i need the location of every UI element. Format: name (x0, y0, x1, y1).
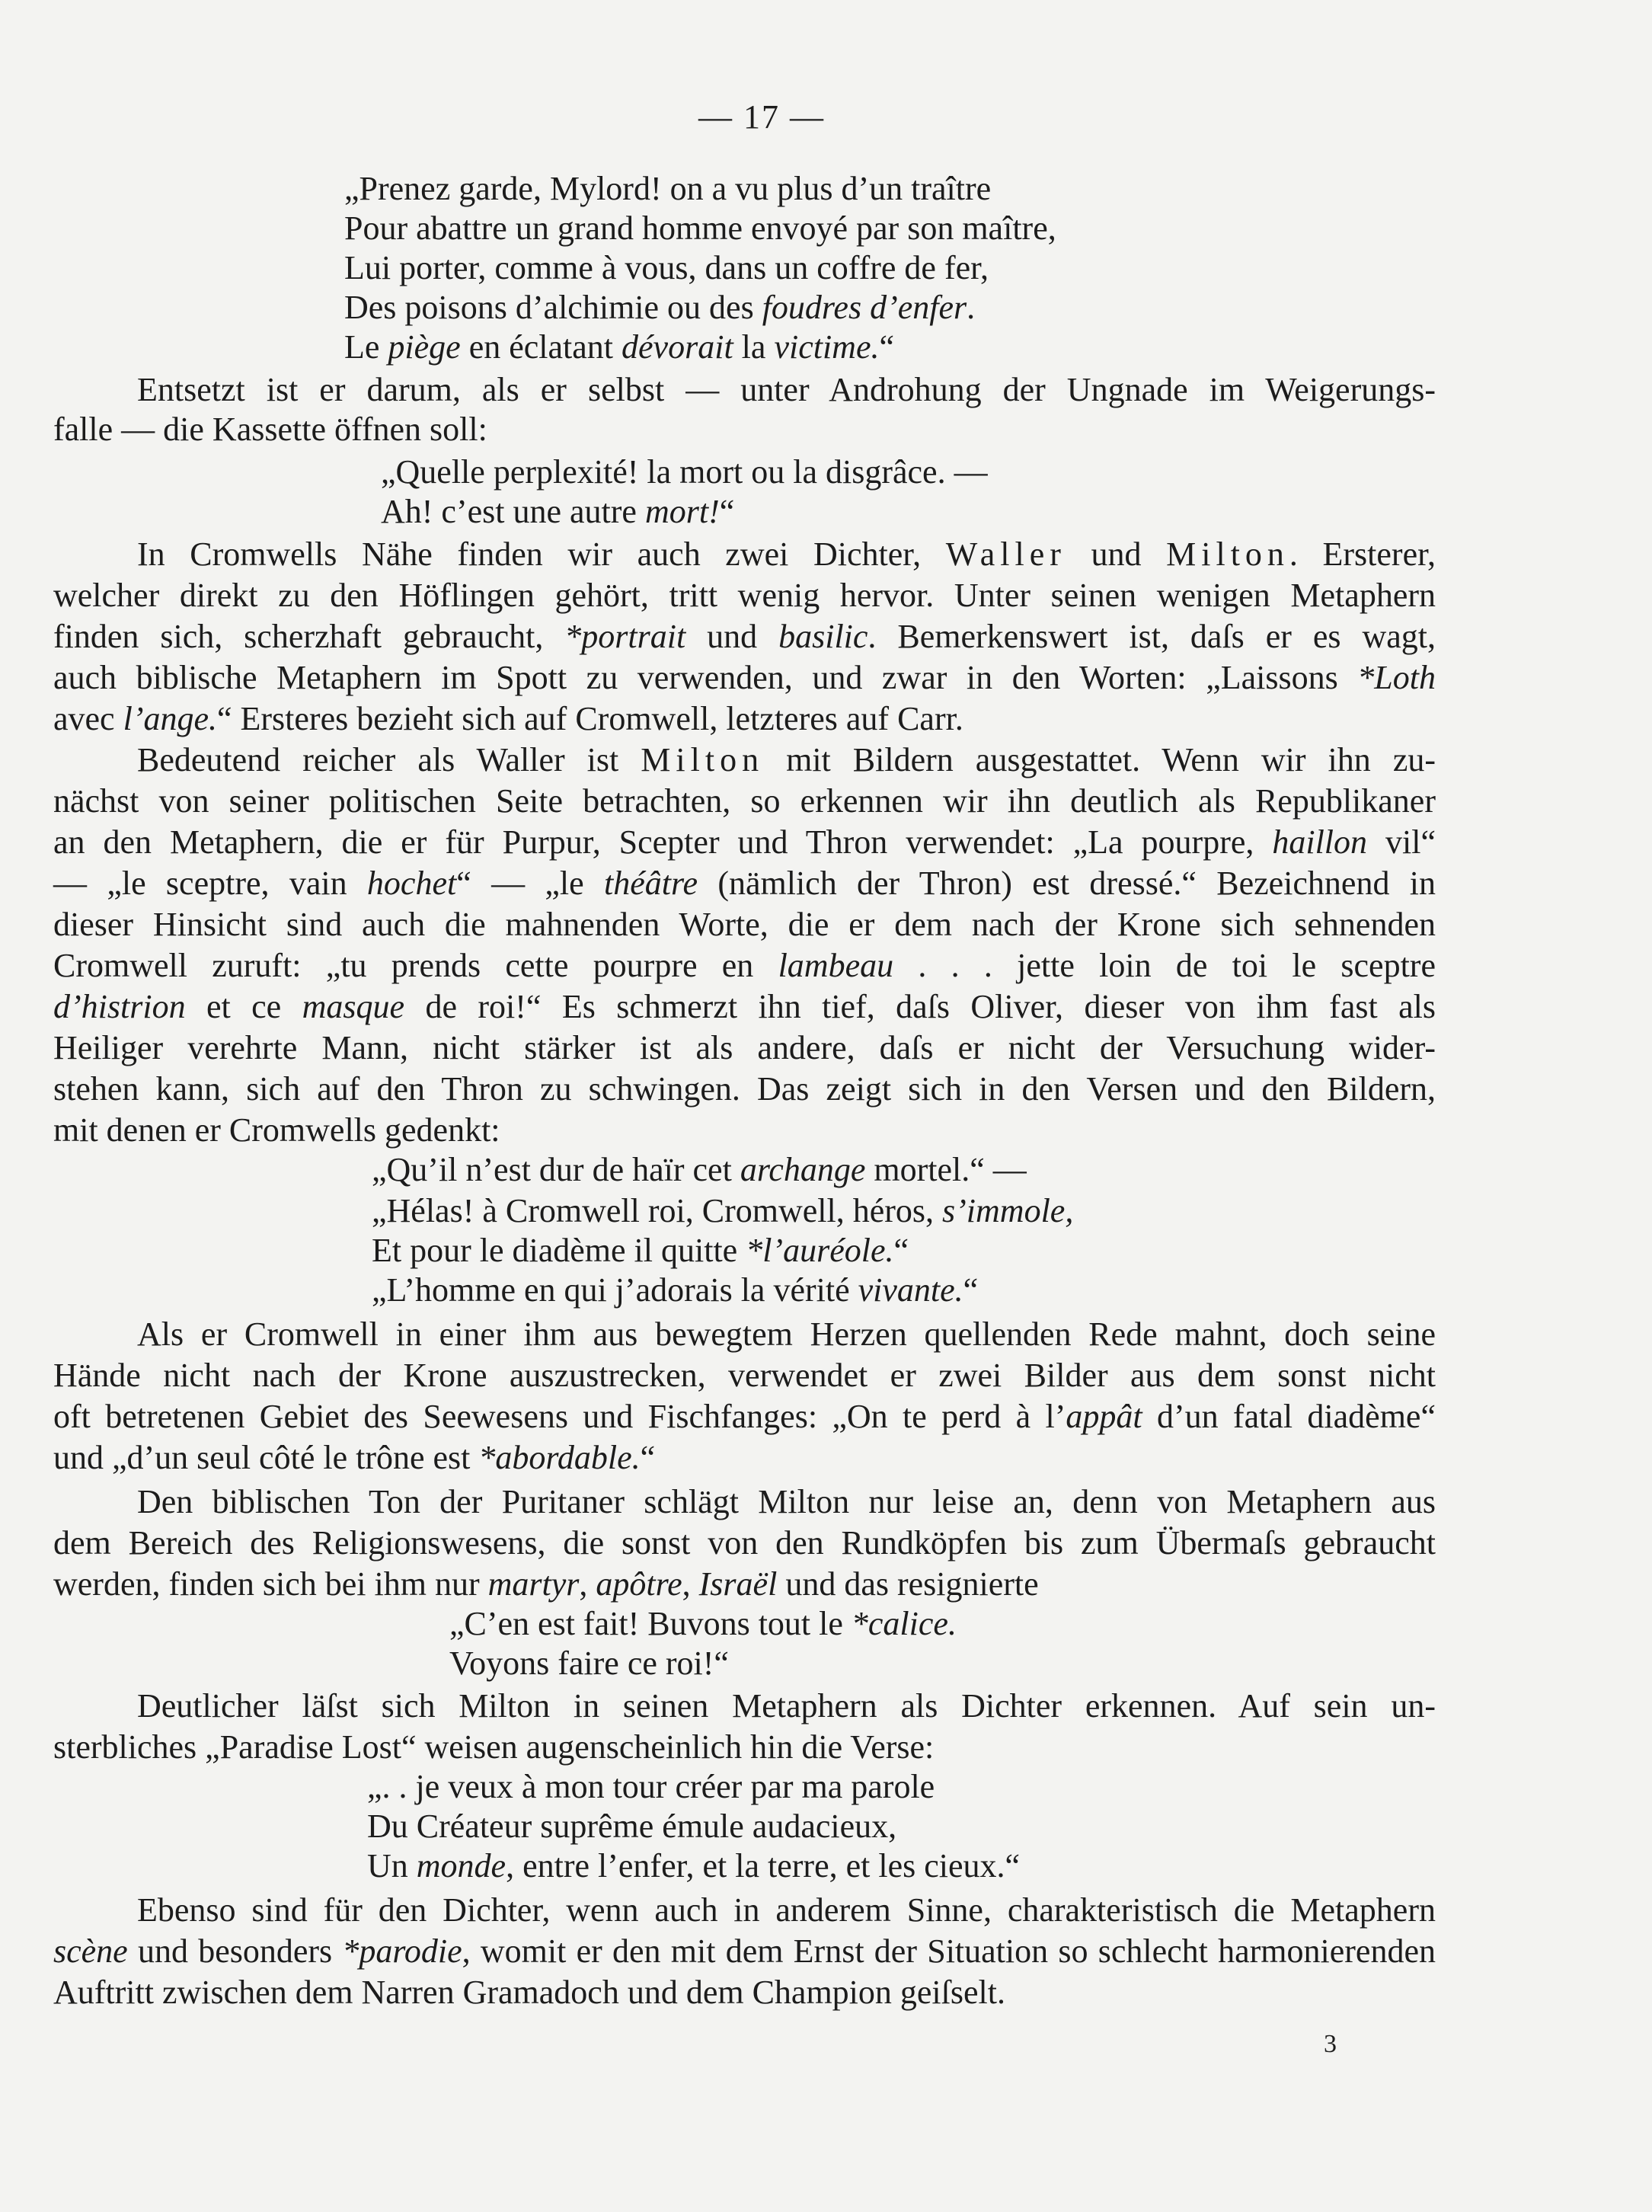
verse-line: „L’homme en qui j’adorais la vérité vivante.“ (372, 1271, 979, 1309)
text-line: Als er Cromwell in einer ihm aus bewegtem Herzen quellenden Rede mahnt, doch seine (137, 1315, 1436, 1353)
verse-line: Un monde, entre l’enfer, et la terre, et les cieux.“ (367, 1847, 1021, 1884)
text-line: werden, finden sich bei ihm nur martyr, apôtre, Israël und das resignierte (53, 1565, 1039, 1603)
text-line: auch biblische Metaphern im Spott zu verwenden, und zwar in den Worten: „Laissons *Loth (53, 659, 1436, 696)
text-line: Ebenso sind für den Dichter, wenn auch in anderem Sinne, charakteristisch die Metaphern (137, 1891, 1436, 1929)
verse-line: „Quelle perplexité! la mort ou la disgrâce. — (381, 453, 988, 491)
text-line: d’histrion et ce masque de roi!“ Es schmerzt ihn tief, daſs Oliver, dieser von ihm fast als (53, 988, 1436, 1025)
text-line: stehen kann, sich auf den Thron zu schwingen. Das zeigt sich in den Versen und den Bildern, (53, 1070, 1436, 1108)
verse-line: „C’en est fait! Buvons tout le *calice. (449, 1605, 957, 1642)
text-line: dem Bereich des Religionswesens, die sonst von den Rundköpfen bis zum Übermaſs gebraucht (53, 1524, 1436, 1562)
verse-line: „Prenez garde, Mylord! on a vu plus d’un traître (344, 170, 992, 207)
text-line: Deutlicher läſst sich Milton in seinen Metaphern als Dichter erkennen. Auf sein un- (137, 1687, 1436, 1725)
text-line: an den Metaphern, die er für Purpur, Scepter und Thron verwendet: „La pourpre, haillon vil“ (53, 823, 1436, 861)
verse-line: „Hélas! à Cromwell roi, Cromwell, héros, s’immole, (372, 1192, 1074, 1229)
verse-line: Des poisons d’alchimie ou des foudres d’enfer. (344, 289, 976, 326)
text-line: falle — die Kassette öffnen soll: (53, 411, 487, 448)
text-line: Hände nicht nach der Krone auszustrecken, verwendet er zwei Bilder aus dem sonst nicht (53, 1357, 1436, 1394)
text-line: Entsetzt ist er darum, als er selbst — unter Androhung der Ungnade im Weigerungs- (137, 371, 1436, 408)
text-line: und „d’un seul côté le trône est *abordable.“ (53, 1439, 656, 1476)
verse-line: Ah! c’est une autre mort!“ (381, 493, 735, 530)
verse-line: Et pour le diadème il quitte *l’auréole.“ (372, 1232, 909, 1269)
text-line: avec l’ange.“ Ersteres bezieht sich auf Cromwell, letzteres auf Carr. (53, 700, 963, 737)
verse-line: „Qu’il n’est dur de haïr cet archange mortel.“ — (372, 1151, 1027, 1188)
text-line: Cromwell zuruft: „tu prends cette pourpre en lambeau . . . jette loin de toi le sceptre (53, 947, 1436, 984)
text-line: welcher direkt zu den Höflingen gehört, tritt wenig hervor. Unter seinen wenigen Metaphern (53, 577, 1436, 614)
text-line: — „le sceptre, vain hochet“ — „le théâtre (nämlich der Thron) est dressé.“ Bezeichnend in (53, 865, 1436, 902)
text-line: Auftritt zwischen dem Narren Gramadoch und dem Champion geiſselt. (53, 1974, 1005, 2011)
text-line: sterbliches „Paradise Lost“ weisen augenscheinlich hin die Verse: (53, 1728, 935, 1766)
signature-mark: 3 (1324, 2030, 1337, 2058)
text-line: Heiliger verehrte Mann, nicht stärker ist als andere, daſs er nicht der Versuchung wider- (53, 1029, 1436, 1066)
text-line: dieser Hinsicht sind auch die mahnenden Worte, die er dem nach der Krone sich sehnenden (53, 906, 1436, 943)
text-line: Den biblischen Ton der Puritaner schlägt Milton nur leise an, denn von Metaphern aus (137, 1483, 1436, 1520)
text-line: finden sich, scherzhaft gebraucht, *portrait und basilic. Bemerkenswert ist, daſs er es wagt, (53, 618, 1436, 655)
verse-line: Pour abattre un grand homme envoyé par son maître, (344, 209, 1056, 247)
text-line: nächst von seiner politischen Seite betrachten, so erkennen wir ihn deutlich als Republikaner (53, 782, 1436, 820)
text-line: oft betretenen Gebiet des Seewesens und Fischfanges: „On te perd à l’appât d’un fatal diadème“ (53, 1398, 1436, 1435)
verse-line: Lui porter, comme à vous, dans un coffre de fer, (344, 249, 989, 286)
text-line: scène und besonders *parodie, womit er den mit dem Ernst der Situation so schlecht harmonierenden (53, 1932, 1436, 1970)
text-line: Bedeutend reicher als Waller ist Milton mit Bildern ausgestattet. Wenn wir ihn zu- (137, 741, 1436, 778)
page-number: — 17 — (698, 98, 825, 136)
verse-line: Du Créateur suprême émule audacieux, (367, 1808, 897, 1845)
text-line: mit denen er Cromwells gedenkt: (53, 1111, 500, 1149)
verse-line: „. . je veux à mon tour créer par ma parole (367, 1768, 935, 1805)
verse-line: Le piège en éclatant dévorait la victime.“ (344, 328, 895, 366)
text-line: In Cromwells Nähe finden wir auch zwei Dichter, Waller und Milton. Ersterer, (137, 535, 1436, 573)
verse-line: Voyons faire ce roi!“ (449, 1645, 729, 1682)
